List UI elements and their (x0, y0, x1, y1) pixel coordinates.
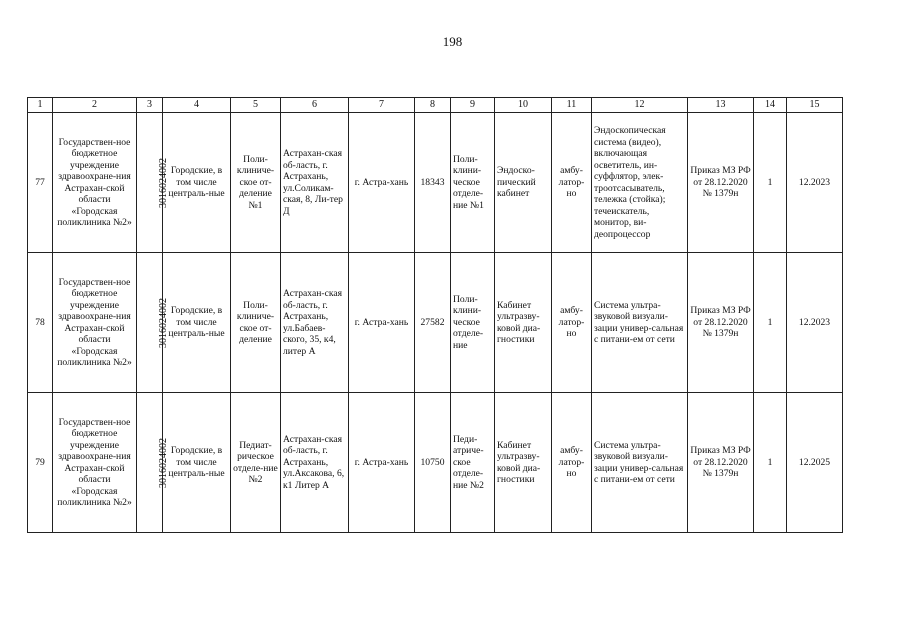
column-header: 3 (137, 98, 163, 113)
index-number-cell: 27582 (415, 253, 451, 393)
table-header-row (28, 98, 843, 113)
care-form-cell: амбу-латор-но (552, 113, 592, 253)
city-cell: г. Астра-хань (349, 253, 415, 393)
row-number-cell: 78 (28, 253, 53, 393)
equipment-table (27, 97, 843, 533)
column-header: 5 (231, 98, 281, 113)
index-number-cell: 18343 (415, 113, 451, 253)
address-cell: Астрахан-ская об-ласть, г. Астрахань, ул.Аксакова, 6, к1 Литер А (281, 393, 349, 533)
column-header: 11 (552, 98, 592, 113)
column-header: 8 (415, 98, 451, 113)
quantity-cell: 1 (754, 113, 787, 253)
row-number-cell: 77 (28, 113, 53, 253)
table-row (28, 393, 843, 533)
organization-code: 3016024002 (158, 437, 169, 488)
row-number-cell: 79 (28, 393, 53, 533)
care-form-cell: амбу-латор-но (552, 253, 592, 393)
quantity-cell: 1 (754, 253, 787, 393)
column-header: 4 (163, 98, 231, 113)
column-header: 2 (53, 98, 137, 113)
page-number: 198 (442, 34, 463, 49)
column-header: 1 (28, 98, 53, 113)
department-cell: Педи-атриче-ское отделе-ние №2 (451, 393, 495, 533)
equipment-cell: Система ультра-звуковой визуали-зации универ-сальная с питани-ем от сети (592, 393, 688, 533)
quantity-cell: 1 (754, 393, 787, 533)
organization-code-cell (137, 393, 169, 533)
organization-code-cell (137, 253, 169, 393)
table-row (28, 113, 843, 253)
column-header: 6 (281, 98, 349, 113)
organization-code: 3016024002 (158, 157, 169, 208)
subdivision-cell: Поли-клиниче-ское от-деление (231, 253, 281, 393)
settlement-type-cell: Городские, в том числе централь-ные (163, 113, 231, 253)
address-cell: Астрахан-ская об-ласть, г. Астрахань, ул.Соликам-ская, 8, Ли-тер Д (281, 113, 349, 253)
subdivision-cell: Поли-клиниче-ское от-деление №1 (231, 113, 281, 253)
city-cell: г. Астра-хань (349, 393, 415, 533)
order-ref-cell: Приказ МЗ РФ от 28.12.2020 № 1379н (688, 253, 754, 393)
department-cell: Поли-клини-ческое отделе-ние (451, 253, 495, 393)
column-header: 10 (495, 98, 552, 113)
index-number-cell: 10750 (415, 393, 451, 533)
table-row (28, 253, 843, 393)
organization-name-cell: Государствен-ное бюджетное учреждение здравоохране-ния Астрахан-ской области «Городская поликлиника №2» (53, 113, 137, 253)
column-header: 9 (451, 98, 495, 113)
subdivision-cell: Педиат-рическое отделе-ние №2 (231, 393, 281, 533)
room-cell: Эндоско-пический кабинет (495, 113, 552, 253)
column-header: 7 (349, 98, 415, 113)
column-header: 12 (592, 98, 688, 113)
date-cell: 12.2023 (787, 113, 843, 253)
equipment-cell: Эндоскопическая система (видео), включающая осветитель, ин-суффлятор, элек-троотсасыватель, тележка (стойка); течеискатель, монитор, ви-деопроцессор (592, 113, 688, 253)
organization-code: 3016024002 (158, 297, 169, 348)
organization-name-cell: Государствен-ное бюджетное учреждение здравоохране-ния Астрахан-ской области «Городская поликлиника №2» (53, 253, 137, 393)
date-cell: 12.2025 (787, 393, 843, 533)
organization-name-cell: Государствен-ное бюджетное учреждение здравоохране-ния Астрахан-ской области «Городская поликлиника №2» (53, 393, 137, 533)
room-cell: Кабинет ультразву-ковой диа-гностики (495, 393, 552, 533)
settlement-type-cell: Городские, в том числе централь-ные (163, 393, 231, 533)
column-header: 14 (754, 98, 787, 113)
room-cell: Кабинет ультразву-ковой диа-гностики (495, 253, 552, 393)
care-form-cell: амбу-латор-но (552, 393, 592, 533)
city-cell: г. Астра-хань (349, 113, 415, 253)
organization-code-cell (137, 113, 169, 253)
order-ref-cell: Приказ МЗ РФ от 28.12.2020 № 1379н (688, 113, 754, 253)
date-cell: 12.2023 (787, 253, 843, 393)
column-header: 15 (787, 98, 843, 113)
address-cell: Астрахан-ская об-ласть, г. Астрахань, ул.Бабаев-ского, 35, к4, литер А (281, 253, 349, 393)
settlement-type-cell: Городские, в том числе централь-ные (163, 253, 231, 393)
department-cell: Поли-клини-ческое отделе-ние №1 (451, 113, 495, 253)
column-header: 13 (688, 98, 754, 113)
equipment-cell: Система ультра-звуковой визуали-зации универ-сальная с питани-ем от сети (592, 253, 688, 393)
order-ref-cell: Приказ МЗ РФ от 28.12.2020 № 1379н (688, 393, 754, 533)
